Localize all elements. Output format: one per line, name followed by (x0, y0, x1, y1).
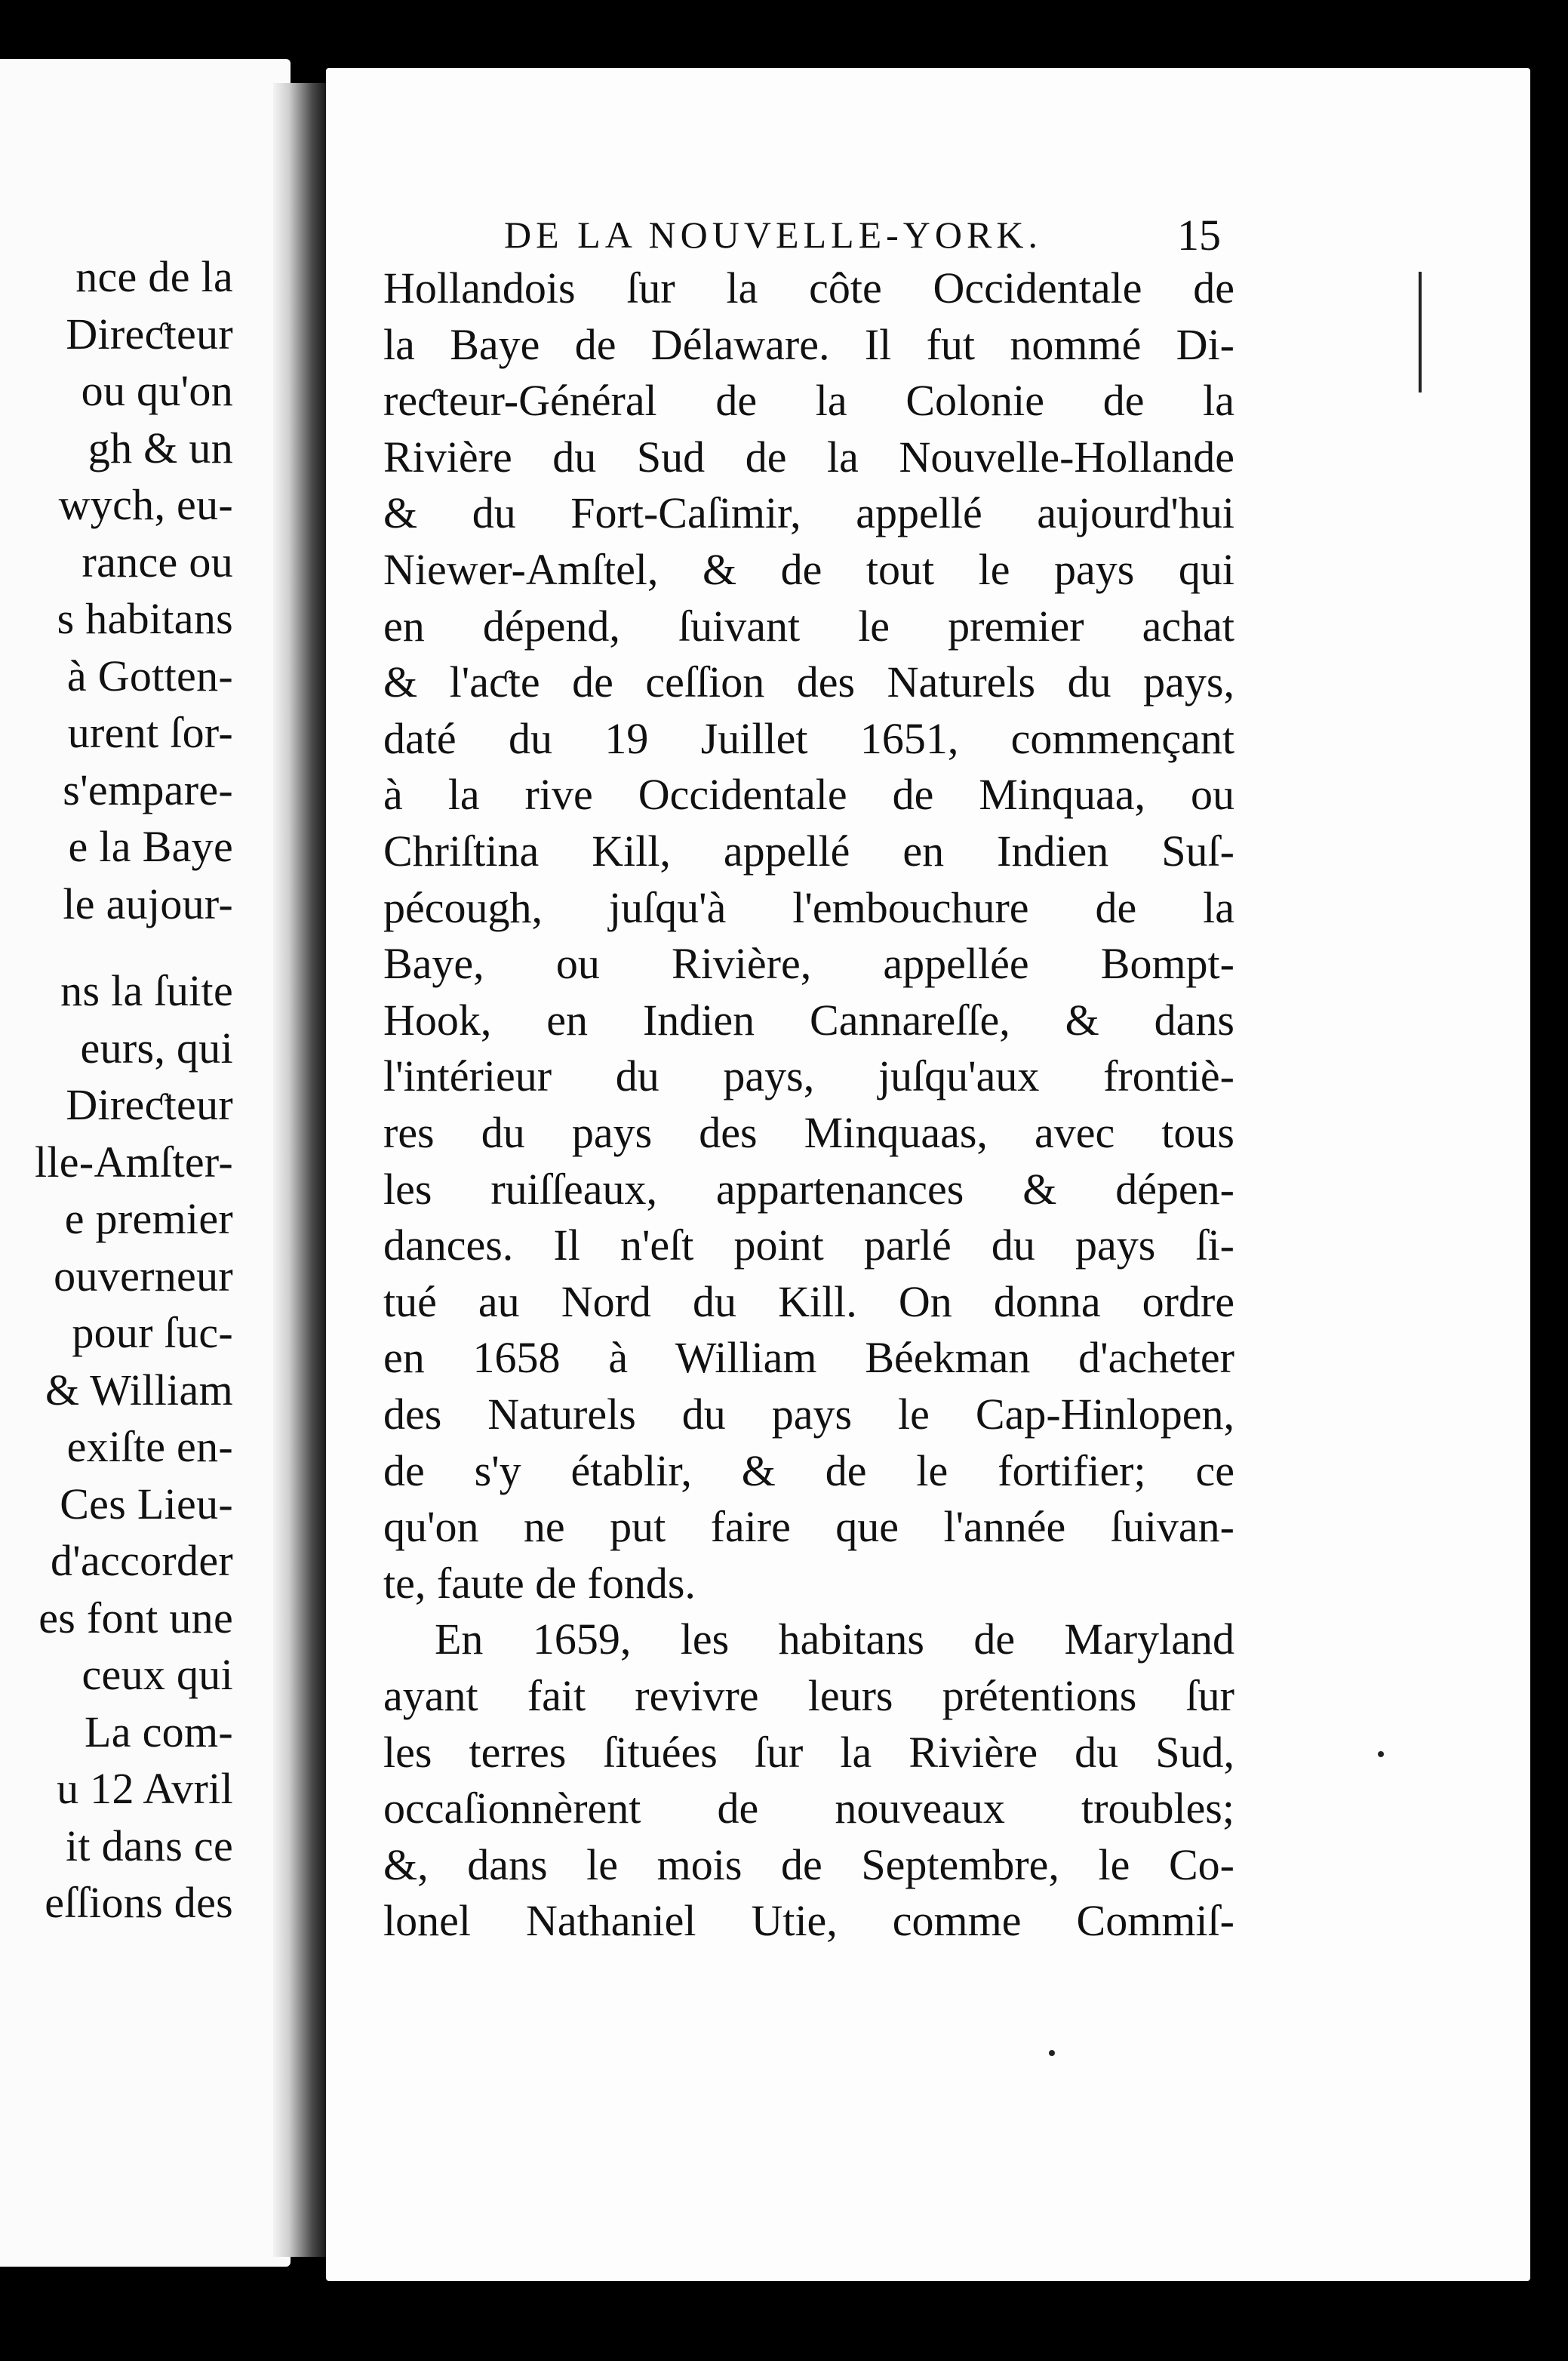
text-line: à la rive Occidentale de Minquaa, ou (383, 770, 1234, 820)
text-line: Baye, ou Rivière, appellée Bompt- (383, 939, 1234, 989)
text-line: & du Fort-Caſimir, appellé aujourd'hui (383, 488, 1234, 538)
text-line: Hollandois ſur la côte Occidentale de (383, 263, 1234, 312)
text-line: ayant fait revivre leurs prétentions ſur (383, 1671, 1234, 1720)
left-line: le aujour- (63, 879, 233, 928)
left-line: es font une (38, 1593, 233, 1642)
text-line: reƈteur-Général de la Colonie de la (383, 376, 1234, 426)
text-line: les terres ſituées ſur la Rivière du Sud, (383, 1727, 1234, 1777)
left-line: ns la ſuite (60, 966, 233, 1015)
left-page (0, 59, 291, 2267)
left-line: wych, eu- (58, 480, 233, 529)
text-line: te, faute de fonds. (383, 1558, 696, 1608)
left-line: gh & un (88, 423, 233, 473)
running-header: DE LA NOUVELLE-YORK. (504, 214, 1042, 256)
text-line: res du pays des Minquaas, avec tous (383, 1108, 1234, 1157)
left-line: ou qu'on (81, 366, 233, 415)
speck (1378, 1751, 1384, 1757)
text-line: Hook, en Indien Cannareſſe, & dans (383, 995, 1234, 1045)
left-line: Direƈteur (66, 309, 233, 359)
text-line: daté du 19 Juillet 1651, commençant (383, 713, 1234, 763)
speck (1049, 2050, 1055, 2056)
text-line: Chriſtina Kill, appellé en Indien Suſ- (383, 827, 1234, 876)
margin-mark (1419, 272, 1422, 392)
text-line: & l'aƈte de ceſſion des Naturels du pays, (383, 657, 1234, 707)
left-line: e la Baye (68, 822, 233, 871)
page-number: 15 (1177, 211, 1221, 260)
left-line: pour ſuc- (72, 1308, 233, 1357)
text-line: en 1658 à William Béekman d'acheter (383, 1333, 1234, 1383)
left-line: u 12 Avril (57, 1764, 233, 1813)
text-line: Niewer-Amſtel, & de tout le pays qui (383, 545, 1234, 594)
left-line: ouverneur (54, 1251, 233, 1301)
text-line: pécough, juſqu'à l'embouchure de la (383, 882, 1234, 932)
text-line: de s'y établir, & de le fortifier; ce (383, 1445, 1234, 1495)
text-line: lonel Nathaniel Utie, comme Commiſ- (383, 1896, 1234, 1946)
text-line: des Naturels du pays le Cap-Hinlopen, (383, 1390, 1234, 1439)
left-line: s'empare- (63, 765, 233, 814)
text-line: la Baye de Délaware. Il fut nommé Di- (383, 319, 1234, 369)
text-line: les ruiſſeaux, appartenances & dépen- (383, 1164, 1234, 1214)
left-line: s habitans (57, 594, 233, 643)
left-line: rance ou (81, 537, 233, 586)
text-line: occaſionnèrent de nouveaux troubles; (383, 1784, 1234, 1833)
left-line: La com- (85, 1707, 233, 1756)
left-line: eurs, qui (80, 1023, 233, 1073)
text-line: l'intérieur du pays, juſqu'aux frontiè- (383, 1051, 1234, 1101)
left-line: ceux qui (81, 1650, 233, 1699)
left-line: e premier (64, 1194, 233, 1243)
text-line: Rivière du Sud de la Nouvelle-Hollande (383, 432, 1234, 482)
left-line: d'accorder (50, 1536, 233, 1585)
left-line: lle-Amſter- (34, 1137, 233, 1187)
text-line: &, dans le mois de Septembre, le Co- (383, 1839, 1234, 1889)
left-line: à Gotten- (66, 651, 233, 700)
left-line: eſſions des (45, 1878, 233, 1927)
left-line: & William (45, 1365, 233, 1414)
text-line: qu'on ne put faire que l'année ſuivan- (383, 1502, 1234, 1552)
left-line: exiſte en- (66, 1422, 233, 1471)
text-line: En 1659, les habitans de Maryland (435, 1615, 1234, 1664)
left-line: nce de la (75, 252, 233, 301)
left-line: urent ſor- (67, 708, 233, 757)
left-line: it dans ce (65, 1821, 233, 1870)
text-line: tué au Nord du Kill. On donna ordre (383, 1276, 1234, 1326)
text-line: dances. Il n'eſt point parlé du pays ſi- (383, 1221, 1234, 1270)
text-line: en dépend, ſuivant le premier achat (383, 601, 1234, 651)
left-line: Ces Lieu- (60, 1479, 233, 1528)
left-line: Direƈteur (66, 1080, 233, 1129)
